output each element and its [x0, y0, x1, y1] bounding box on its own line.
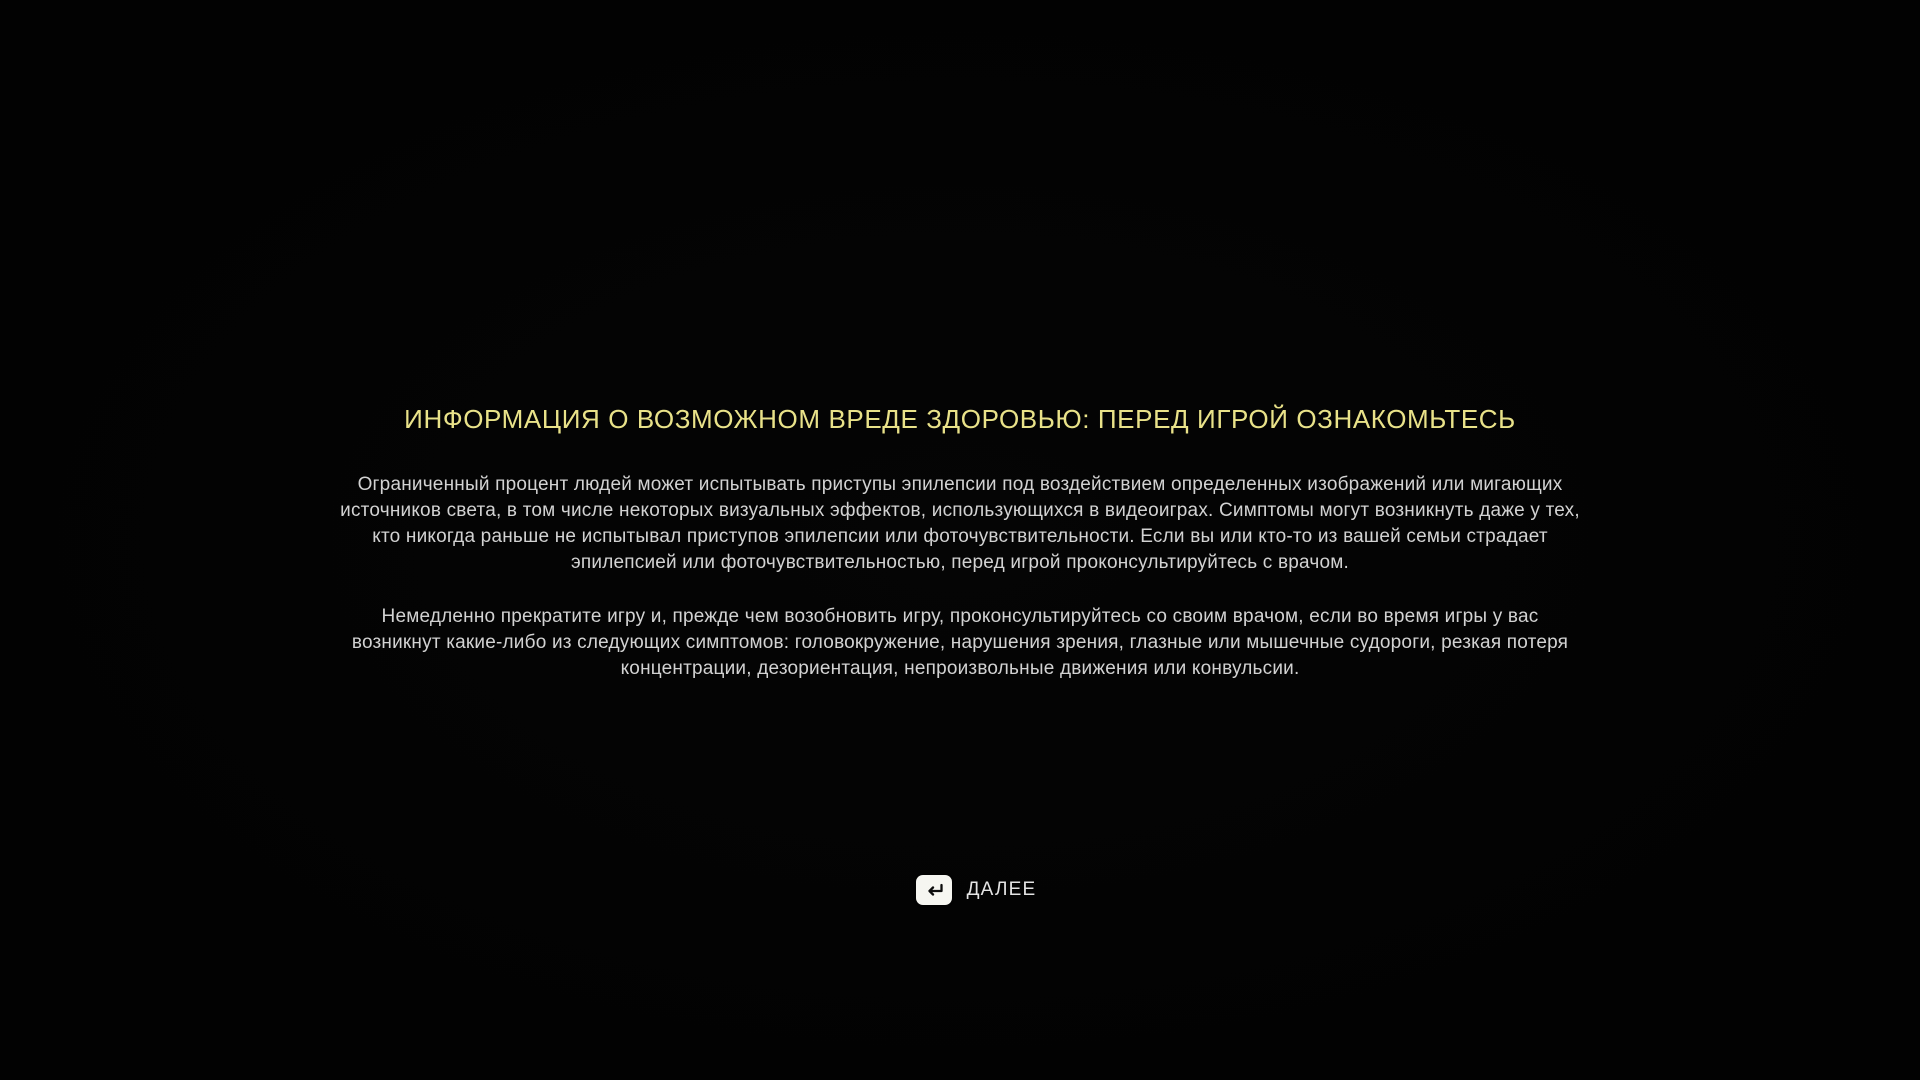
continue-button[interactable]: [16, 875, 1920, 905]
warning-title: ИНФОРМАЦИЯ О ВОЗМОЖНОМ ВРЕДЕ ЗДОРОВЬЮ: ПЕРЕД ИГРОЙ ОЗНАКОМЬТЕСЬ: [404, 404, 1516, 434]
paragraph-line: возникнут какие-либо из следующих симптомов: головокружение, нарушения зрения, глазные или мышечные судороги, резкая потеря: [351, 632, 1569, 653]
continue-label: ДАЛЕЕ: [966, 879, 1037, 900]
warning-paragraph-1: [0, 472, 1920, 576]
paragraph-line: Немедленно прекратите игру и, прежде чем возобновить игру, проконсультируйтесь со своим врачом, если во время игры у вас: [381, 606, 1539, 627]
paragraph-line: кто никогда раньше не испытывал приступов эпилепсии или фоточувствительности. Если вы или кто-то из вашей семьи страдает: [372, 526, 1548, 547]
paragraph-line: Ограниченный процент людей может испытывать приступы эпилепсии под воздействием определенных изображений или мигающих: [357, 474, 1563, 495]
enter-key-icon: [916, 875, 952, 905]
paragraph-line: источников света, в том числе некоторых визуальных эффектов, использующихся в видеоиграх. Симптомы могут возникнуть даже у тех,: [340, 500, 1580, 521]
warning-paragraph-2: [0, 604, 1920, 682]
paragraph-line: эпилепсией или фоточувствительностью, перед игрой проконсультируйтесь с врачом.: [571, 552, 1349, 573]
paragraph-line: концентрации, дезориентация, непроизвольные движения или конвульсии.: [620, 658, 1300, 679]
